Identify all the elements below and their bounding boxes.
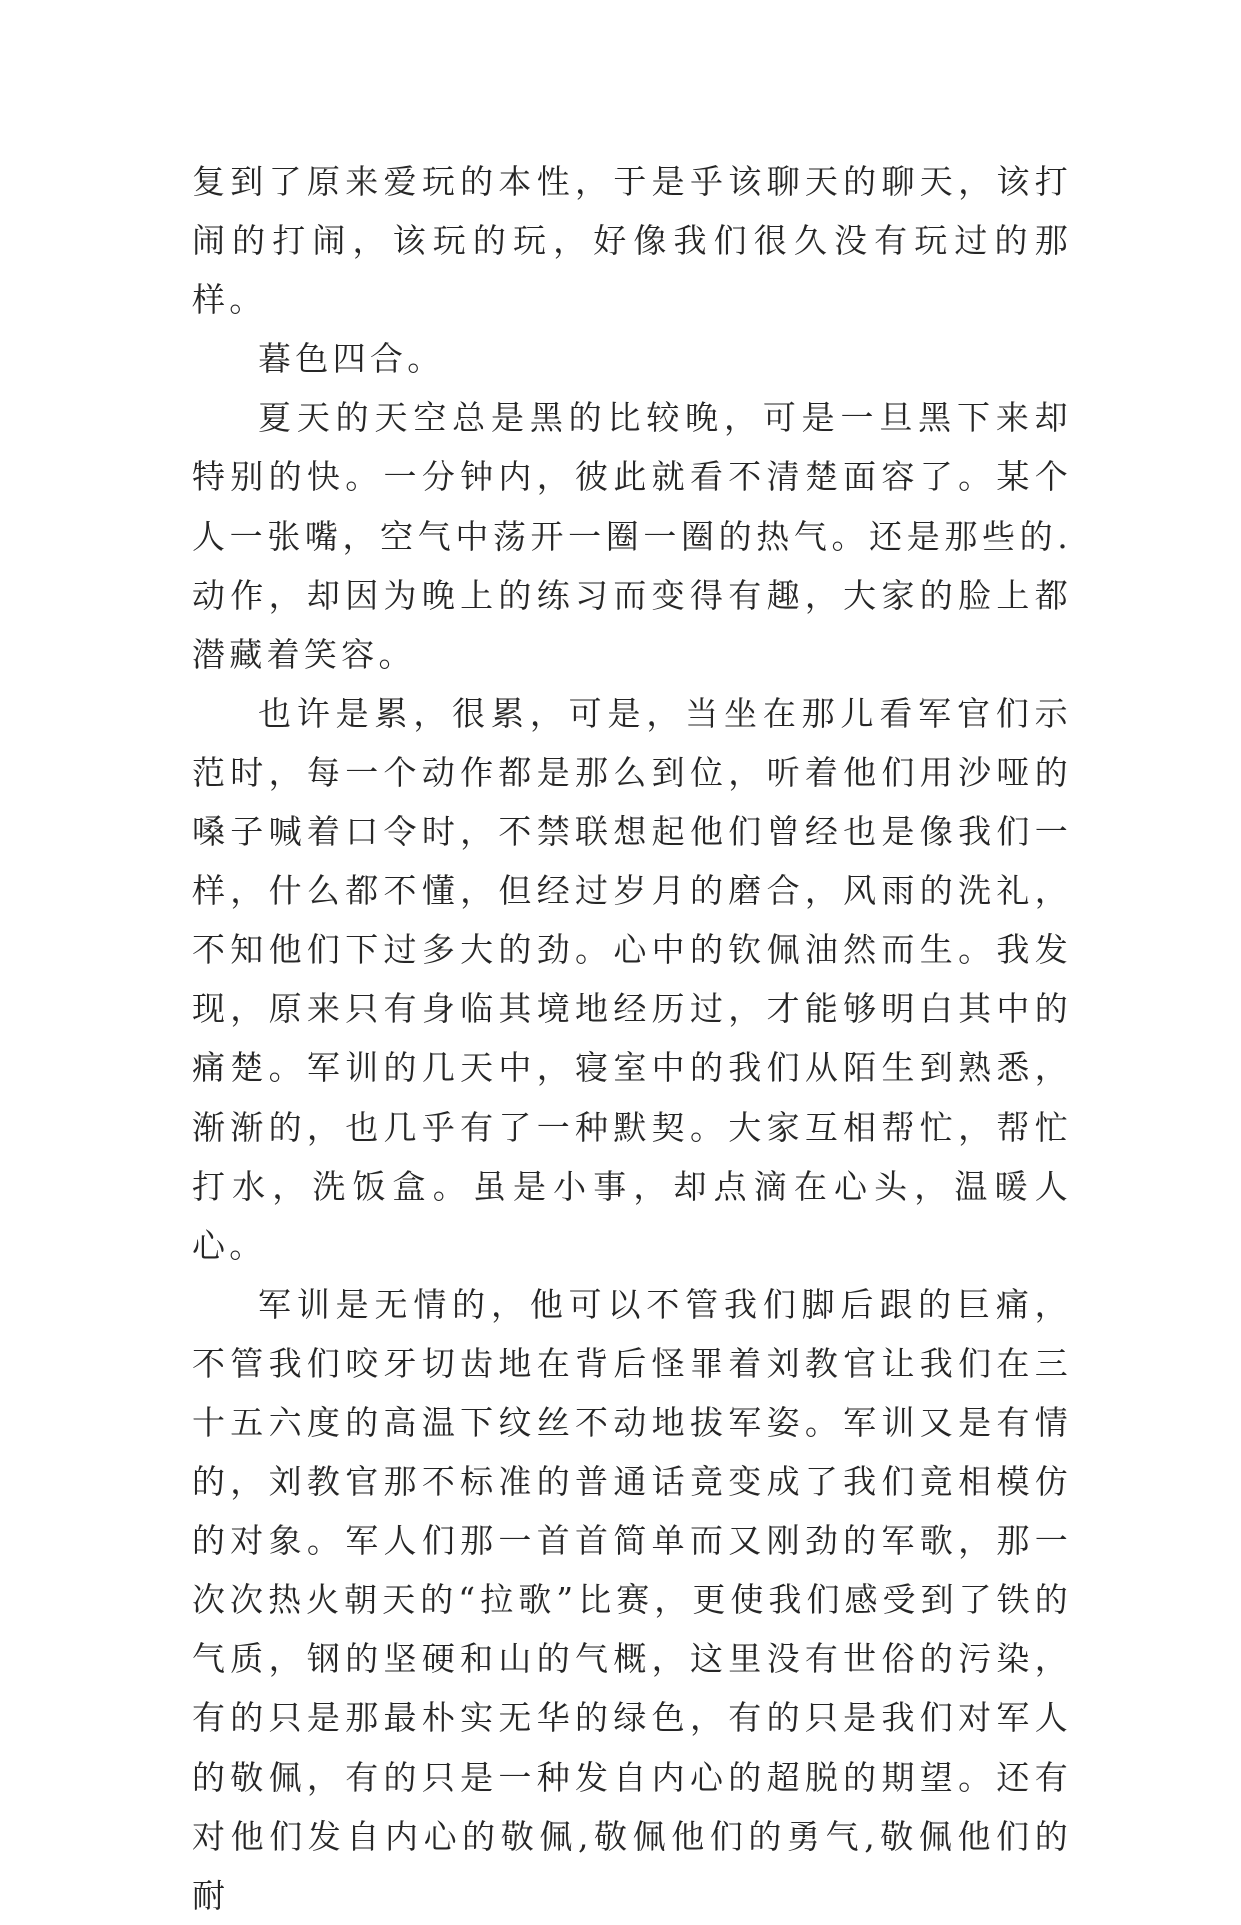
paragraph-summer-sky: 夏天的天空总是黑的比较晚，可是一旦黑下来却特别的快。一分钟内，彼此就看不清楚面容了。某个人一张嘴，空气中荡开一圈一圈的热气。还是那些的.动作，却因为晚上的练习而变得有趣，大家的脸上都潜藏着笑容。 xyxy=(192,398,1072,674)
body-text xyxy=(192,152,1072,1925)
paragraph-continued: 复到了原来爱玩的本性，于是乎该聊天的聊天，该打闹的打闹，该玩的玩，好像我们很久没有玩过的那样。 xyxy=(192,162,1072,320)
paragraph-military-training: 军训是无情的，他可以不管我们脚后跟的巨痛，不管我们咬牙切齿地在背后怪罪着刘教官让我们在三十五六度的高温下纹丝不动地拔军姿。军训又是有情的，刘教官那不标准的普通话竟变成了我们竟相模仿的对象。军人们那一首首简单而又刚劲的军歌，那一次次热火朝天的“拉歌”比赛，更使我们感受到了铁的气质，钢的坚硬和山的气概，这里没有世俗的污染，有的只是那最朴实无华的绿色，有的只是我们对军人的敬佩，有的只是一种发自内心的超脱的期望。还有对他们发自内心的敬佩,敬佩他们的勇气,敬佩他们的耐 xyxy=(192,1284,1072,1915)
paragraph-dusk: 暮色四合。 xyxy=(258,339,445,379)
paragraph-tired: 也许是累，很累，可是，当坐在那儿看军官们示范时，每一个动作都是那么到位，听着他们用沙哑的嗓子喊着口令时，不禁联想起他们曾经也是像我们一样，什么都不懂，但经过岁月的磨合，风雨的洗礼，不知他们下过多大的劲。心中的钦佩油然而生。我发现，原来只有身临其境地经历过，才能够明白其中的痛楚。军训的几天中，寝室中的我们从陌生到熟悉，渐渐的，也几乎有了一种默契。大家互相帮忙，帮忙打水，洗饭盒。虽是小事，却点滴在心头，温暖人心。 xyxy=(192,693,1072,1265)
